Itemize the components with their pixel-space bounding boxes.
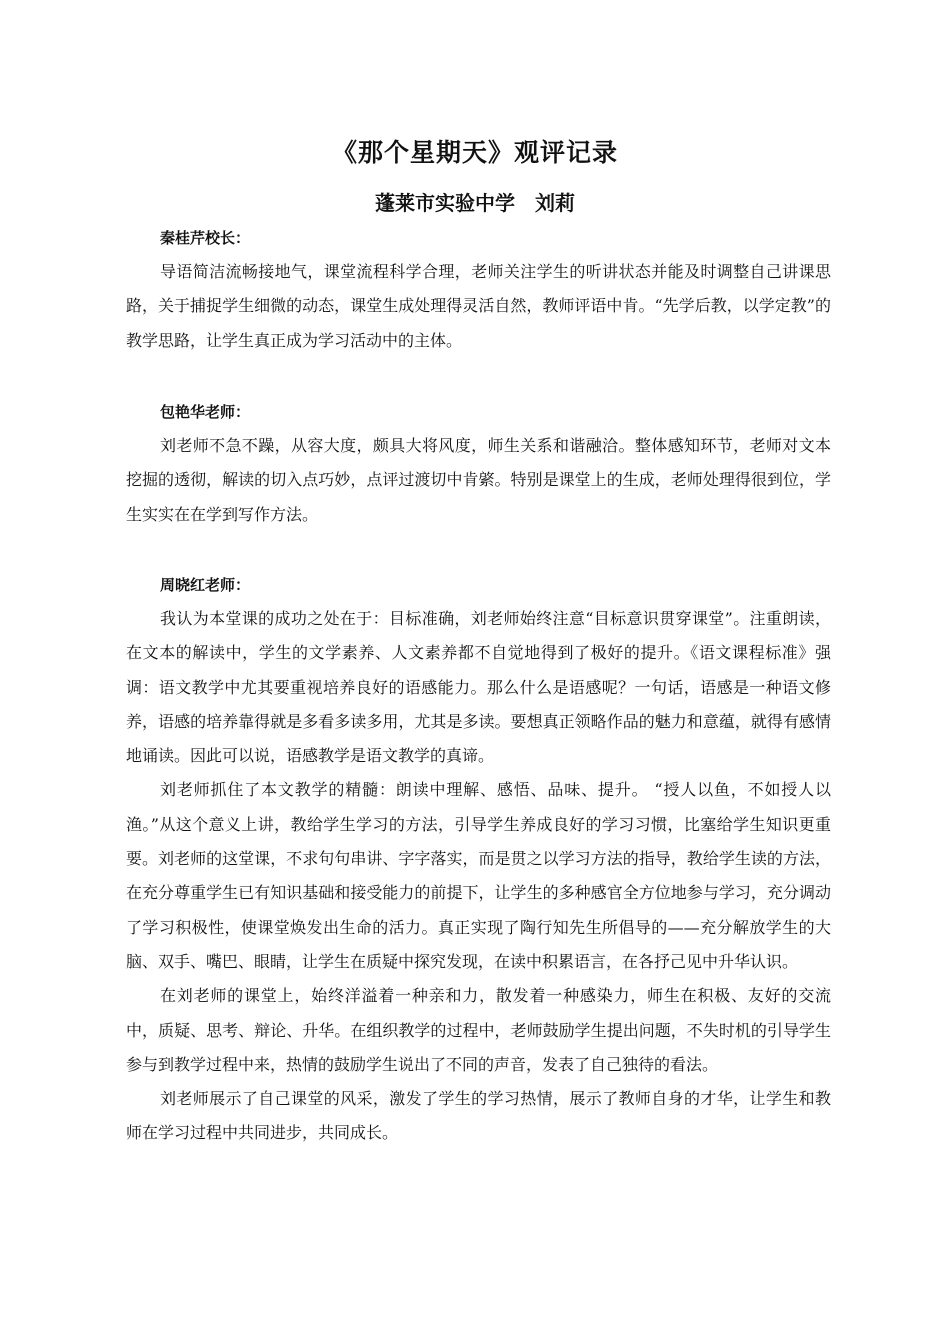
reviewer-name: 包艳华老师：	[160, 403, 251, 421]
reviewer-name: 周晓红老师：	[160, 576, 251, 594]
comment-paragraph: 导语简洁流畅接地气，课堂流程科学合理，老师关注学生的听讲状态并能及时调整自己讲课思路，关于捕捉学生细微的动态，课堂生成处理得灵活自然，教师评语中肯。“先学后教，以学定教”的教学思路，让学生真正成为学习活动中的主体。	[126, 262, 831, 350]
comment-paragraph: 刘老师展示了自己课堂的风采，激发了学生的学习热情，展示了教师自身的才华，让学生和教师在学习过程中共同进步，共同成长。	[126, 1089, 831, 1143]
comment-paragraph: 在刘老师的课堂上，始终洋溢着一种亲和力，散发着一种感染力，师生在积极、友好的交流中，质疑、思考、辩论、升华。在组织教学的过程中，老师鼓励学生提出问题，不失时机的引导学生参与到教学过程中来，热情的鼓励学生说出了不同的声音，发表了自己独待的看法。	[126, 986, 831, 1074]
comment-paragraph: 刘老师抓住了本文教学的精髓：朗读中理解、感悟、品味、提升。 “授人以鱼，不如授人以渔。”从这个意义上讲，教给学生学习的方法，引导学生养成良好的学习习惯，比塞给学生知识更重要。刘老师的这堂课，不求句句串讲、字字落实，而是贯之以学习方法的指导，教给学生读的方法，在充分尊重学生已有知识基础和接受能力的前提下，让学生的多种感官全方位地参与学习，充分调动了学习积极性，使课堂焕发出生命的活力。真正实现了陶行知先生所倡导的——充分解放学生的大脑、双手、嘴巴、眼睛，让学生在质疑中探究发现，在读中积累语言，在各抒己见中升华认识。	[126, 780, 831, 971]
comment-section-zhou	[126, 568, 831, 1151]
comment-paragraph: 我认为本堂课的成功之处在于：目标准确，刘老师始终注意“目标意识贯穿课堂”。注重朗读，在文本的解读中，学生的文学素养、人文素养都不自觉地得到了极好的提升。《语文课程标准》强调：语文教学中尤其要重视培养良好的语感能力。那么什么是语感呢？一句话，语感是一种语文修养，语感的培养靠得就是多看多读多用，尤其是多读。要想真正领略作品的魅力和意蕴，就得有感情地诵读。因此可以说，语感教学是语文教学的真谛。	[126, 609, 831, 766]
reviewer-name: 秦桂芹校长：	[160, 229, 251, 247]
document-subtitle: 蓬莱市实验中学 刘莉	[375, 191, 575, 215]
comment-section-qin	[126, 221, 831, 358]
comment-paragraph: 刘老师不急不躁，从容大度，颇具大将风度，师生关系和谐融洽。整体感知环节，老师对文本挖掘的透彻，解读的切入点巧妙，点评过渡切中肯綮。特别是课堂上的生成，老师处理得很到位，学生实实在在学到写作方法。	[126, 436, 831, 524]
comment-section-bao	[126, 395, 831, 532]
document-title: 《那个星期天》观评记录	[331, 138, 618, 167]
